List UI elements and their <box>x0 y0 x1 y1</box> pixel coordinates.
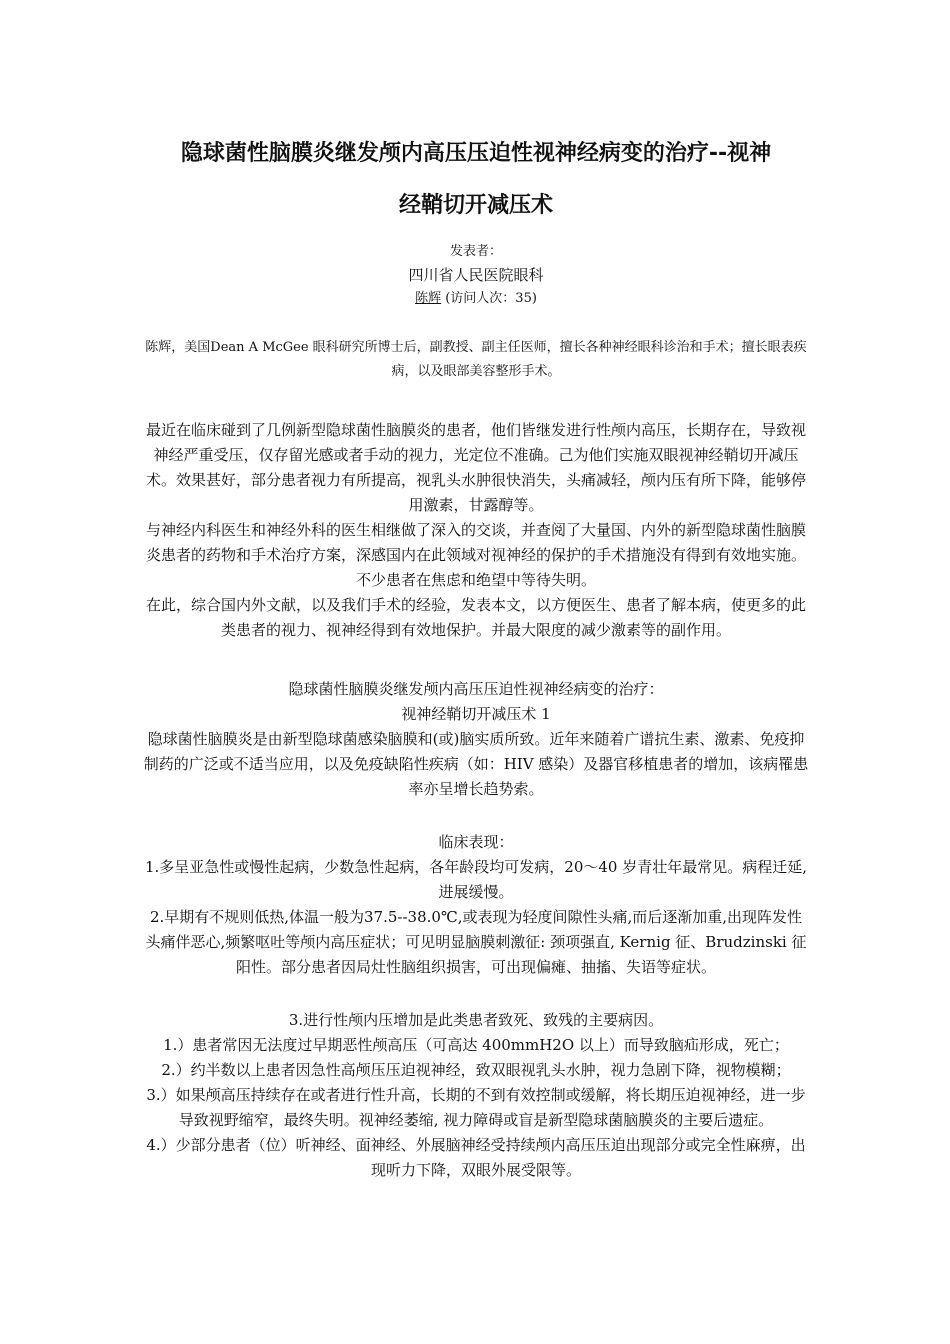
publisher-organization: 四川省人民医院眼科 <box>408 266 544 284</box>
section-body: 隐球菌性脑膜炎是由新型隐球菌感染脑膜和(或)脑实质所致。近年来随着广谱抗生素、激素、免疫抑制药的广泛或不适当应用，以及免疫缺陷性疾病（如：HIV 感染）及器官移植患者的增加，该病罹患率亦呈增长趋势索。 <box>143 730 809 798</box>
author-link[interactable]: 陈辉 <box>415 291 442 306</box>
causes-item-4: 4.）少部分患者（位）听神经、面神经、外展脑神经受持续颅内高压压迫出现部分或完全性麻痹，出现听力下降，双眼外展受限等。 <box>146 1136 806 1179</box>
section-heading-1: 隐球菌性脑膜炎继发颅内高压压迫性视神经病变的治疗： <box>288 680 664 698</box>
section-heading-2: 视神经鞘切开减压术 1 <box>401 705 551 723</box>
intro-paragraph-3: 在此，综合国内外文献，以及我们手术的经验，发表本文，以方便医生、患者了解本病，使更多的此类患者的视力、视神经得到有效地保护。并最大限度的减少激素等的副作用。 <box>145 596 806 639</box>
document-title-line-1: 隐球菌性脑膜炎继发颅内高压压迫性视神经病变的治疗--视神 <box>180 141 772 166</box>
publisher-label: 发表者： <box>449 244 502 259</box>
causes-heading: 3.进行性颅内压增加是此类患者致死、致残的主要病因。 <box>288 1011 664 1029</box>
intro-paragraph-1: 最近在临床碰到了几例新型隐球菌性脑膜炎的患者，他们皆继发进行性颅内高压，长期存在，导致视神经严重受压，仅存留光感或者手动的视力，光定位不准确。己为他们实施双眼视神经鞘切开减压术。效果甚好，部分患者视力有所提高，视乳头水肿很快消失，头痛减轻，颅内压有所下降，能够停用激素，甘露醇等。 <box>145 421 806 514</box>
author-line <box>143 288 809 310</box>
document-content <box>143 128 809 1183</box>
visit-count: (访问人次：35) <box>441 291 537 306</box>
causes-item-2: 2.）约半数以上患者因急性高颅压压迫视神经，致双眼视乳头水肿，视力急剧下降，视物模糊； <box>161 1061 791 1079</box>
intro-paragraph-2: 与神经内科医生和神经外科的医生相继做了深入的交谈，并查阅了大量国、内外的新型隐球菌性脑膜炎患者的药物和手术治疗方案，深感国内在此领域对视神经的保护的手术措施没有得到有效地实施。不少患者在焦虑和绝望中等待失明。 <box>145 521 806 589</box>
document-title-line-2: 经鞘切开减压术 <box>398 193 553 218</box>
causes-item-1: 1.）患者常因无法度过早期恶性颅高压（可高达 400mmH2O 以上）而导致脑疝形成，死亡； <box>163 1036 789 1054</box>
clinical-item-2: 2.早期有不规则低热,体温一般为37.5--38.0℃,或表现为轻度间隙性头痛,而后逐渐加重,出现阵发性头痛伴恶心,频繁呕吐等颅内高压症状；可见明显脑膜刺激征: 颈项强直, Kernig 征、Brudzinski 征阳性。部分患者因局灶性脑组织损害，可出现偏瘫、抽搐、失语等症状。 <box>145 908 807 976</box>
causes-item-3: 3.）如果颅高压持续存在或者进行性升高，长期的不到有效控制或缓解，将长期压迫视神经，进一步导致视野缩窄，最终失明。视神经萎缩, 视力障碍或盲是新型隐球菌脑膜炎的主要后遗症。 <box>146 1086 806 1129</box>
clinical-item-1: 1.多呈亚急性或慢性起病，少数急性起病，各年龄段均可发病，20～40 岁青壮年最常见。病程迁延, 进展缓慢。 <box>144 858 808 901</box>
author-bio: 陈辉，美国Dean A McGee 眼科研究所博士后，副教授、副主任医师，擅长各种神经眼科诊治和手术；擅长眼表疾病，以及眼部美容整形手术。 <box>145 340 807 379</box>
clinical-heading: 临床表现： <box>438 833 514 851</box>
